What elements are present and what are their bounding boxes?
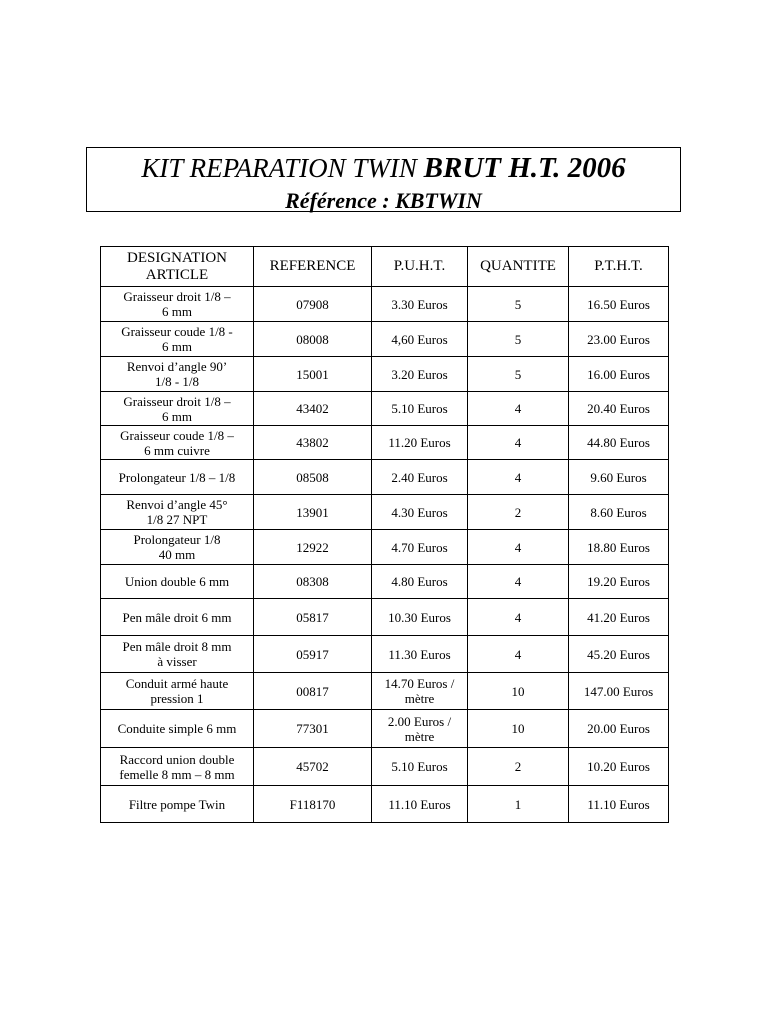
cell-puht: 4.70 Euros: [372, 530, 468, 565]
cell-ptht: 45.20 Euros: [569, 636, 669, 673]
table-row: [101, 530, 669, 565]
cell-ptht: 20.40 Euros: [569, 392, 669, 426]
header-puht: P.U.H.T.: [372, 247, 468, 287]
table-row: [101, 636, 669, 673]
cell-designation: Prolongateur 1/8 40 mm: [101, 530, 254, 565]
cell-ptht: 16.50 Euros: [569, 287, 669, 322]
table-row: [101, 673, 669, 710]
cell-puht: 11.10 Euros: [372, 786, 468, 823]
cell-reference: 45702: [254, 748, 372, 786]
cell-designation: Conduite simple 6 mm: [101, 710, 254, 748]
cell-designation: Prolongateur 1/8 – 1/8: [101, 460, 254, 495]
table-body: [101, 287, 669, 823]
cell-ptht: 10.20 Euros: [569, 748, 669, 786]
cell-quantite: 4: [468, 530, 569, 565]
header-reference: REFERENCE: [254, 247, 372, 287]
cell-ptht: 8.60 Euros: [569, 495, 669, 530]
cell-ptht: 147.00 Euros: [569, 673, 669, 710]
header-designation: DESIGNATION ARTICLE: [101, 247, 254, 287]
table-row: [101, 495, 669, 530]
cell-quantite: 4: [468, 426, 569, 460]
table-header-row: [101, 247, 669, 287]
cell-designation: Renvoi d’angle 90’ 1/8 - 1/8: [101, 357, 254, 392]
cell-puht: 3.30 Euros: [372, 287, 468, 322]
cell-reference: 05817: [254, 599, 372, 636]
cell-ptht: 19.20 Euros: [569, 565, 669, 599]
table-row: [101, 426, 669, 460]
table-row: [101, 460, 669, 495]
cell-quantite: 4: [468, 392, 569, 426]
title-box: [86, 147, 681, 212]
cell-reference: 07908: [254, 287, 372, 322]
cell-ptht: 41.20 Euros: [569, 599, 669, 636]
cell-designation: Raccord union double femelle 8 mm – 8 mm: [101, 748, 254, 786]
table-row: [101, 287, 669, 322]
cell-reference: 15001: [254, 357, 372, 392]
cell-reference: 12922: [254, 530, 372, 565]
cell-quantite: 1: [468, 786, 569, 823]
cell-designation: Conduit armé haute pression 1: [101, 673, 254, 710]
cell-quantite: 2: [468, 495, 569, 530]
cell-designation: Graisseur droit 1/8 – 6 mm: [101, 392, 254, 426]
cell-reference: 08008: [254, 322, 372, 357]
kit-table: [100, 246, 669, 823]
cell-designation: Pen mâle droit 8 mm à visser: [101, 636, 254, 673]
cell-quantite: 10: [468, 673, 569, 710]
cell-quantite: 4: [468, 636, 569, 673]
cell-puht: 3.20 Euros: [372, 357, 468, 392]
cell-quantite: 5: [468, 357, 569, 392]
cell-designation: Union double 6 mm: [101, 565, 254, 599]
cell-reference: 43402: [254, 392, 372, 426]
cell-quantite: 4: [468, 460, 569, 495]
cell-puht: 10.30 Euros: [372, 599, 468, 636]
table-row: [101, 748, 669, 786]
cell-puht: 5.10 Euros: [372, 392, 468, 426]
cell-reference: F118170: [254, 786, 372, 823]
table-row: [101, 565, 669, 599]
cell-reference: 43802: [254, 426, 372, 460]
cell-quantite: 4: [468, 565, 569, 599]
header-ptht: P.T.H.T.: [569, 247, 669, 287]
cell-designation: Filtre pompe Twin: [101, 786, 254, 823]
cell-puht: 2.00 Euros / mètre: [372, 710, 468, 748]
cell-designation: Renvoi d’angle 45° 1/8 27 NPT: [101, 495, 254, 530]
table-row: [101, 357, 669, 392]
cell-quantite: 5: [468, 322, 569, 357]
cell-puht: 11.30 Euros: [372, 636, 468, 673]
table-row: [101, 392, 669, 426]
cell-designation: Graisseur coude 1/8 – 6 mm cuivre: [101, 426, 254, 460]
cell-reference: 00817: [254, 673, 372, 710]
table-row: [101, 599, 669, 636]
cell-reference: 08508: [254, 460, 372, 495]
cell-designation: Graisseur droit 1/8 – 6 mm: [101, 287, 254, 322]
cell-reference: 13901: [254, 495, 372, 530]
cell-quantite: 2: [468, 748, 569, 786]
cell-ptht: 11.10 Euros: [569, 786, 669, 823]
cell-puht: 4,60 Euros: [372, 322, 468, 357]
table-row: [101, 786, 669, 823]
cell-reference: 05917: [254, 636, 372, 673]
cell-ptht: 44.80 Euros: [569, 426, 669, 460]
cell-puht: 2.40 Euros: [372, 460, 468, 495]
cell-ptht: 20.00 Euros: [569, 710, 669, 748]
cell-ptht: 18.80 Euros: [569, 530, 669, 565]
title-part-1: KIT REPARATION TWIN: [141, 153, 424, 183]
cell-puht: 11.20 Euros: [372, 426, 468, 460]
cell-designation: Graisseur coude 1/8 - 6 mm: [101, 322, 254, 357]
cell-puht: 5.10 Euros: [372, 748, 468, 786]
title-part-2: BRUT H.T. 2006: [423, 152, 626, 184]
cell-puht: 4.80 Euros: [372, 565, 468, 599]
cell-designation: Pen mâle droit 6 mm: [101, 599, 254, 636]
cell-ptht: 16.00 Euros: [569, 357, 669, 392]
cell-ptht: 23.00 Euros: [569, 322, 669, 357]
cell-quantite: 5: [468, 287, 569, 322]
cell-reference: 08308: [254, 565, 372, 599]
cell-puht: 4.30 Euros: [372, 495, 468, 530]
cell-quantite: 4: [468, 599, 569, 636]
table-row: [101, 322, 669, 357]
cell-puht: 14.70 Euros / mètre: [372, 673, 468, 710]
document-title: [87, 152, 680, 189]
cell-quantite: 10: [468, 710, 569, 748]
table-row: [101, 710, 669, 748]
reference-line: Référence : KBTWIN: [285, 188, 482, 213]
cell-ptht: 9.60 Euros: [569, 460, 669, 495]
header-quantite: QUANTITE: [468, 247, 569, 287]
cell-reference: 77301: [254, 710, 372, 748]
